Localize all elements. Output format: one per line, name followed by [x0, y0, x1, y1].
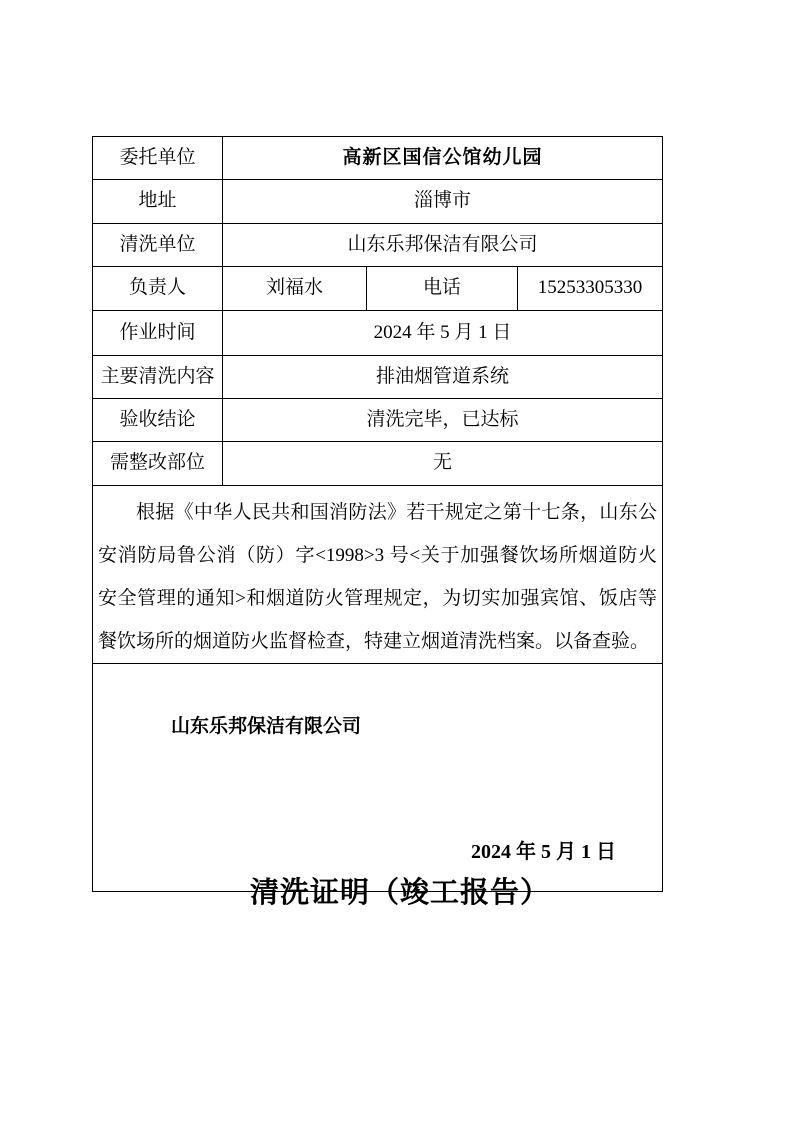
table-row [93, 356, 663, 399]
field-label-client: 委托单位 [93, 137, 223, 180]
field-label-acceptance-conclusion: 验收结论 [93, 399, 223, 442]
regulation-notice-text: 根据《中华人民共和国消防法》若干规定之第十七条，山东公安消防局鲁公消（防）字<1998>3 号<关于加强餐饮场所烟道防火安全管理的通知>和烟道防火管理规定，为切实加强宾馆、饭店等餐饮场所的烟道防火监督检查，特建立烟道清洗档案。以备查验。 [98, 502, 658, 652]
regulation-notice-cell [93, 486, 663, 664]
field-label-phone: 电话 [367, 267, 518, 311]
field-label-person-in-charge: 负责人 [93, 267, 223, 311]
table-row [93, 311, 663, 356]
table-row [93, 224, 663, 267]
table-row [93, 267, 663, 311]
signature-date: 2024 年 5 月 1 日 [471, 841, 617, 863]
field-value-person-in-charge: 刘福水 [223, 267, 367, 311]
field-value-acceptance-conclusion: 清洗完毕，已达标 [223, 399, 663, 442]
cleaning-report-table [92, 136, 663, 892]
field-label-work-date: 作业时间 [93, 311, 223, 356]
field-value-cleaning-content: 排油烟管道系统 [223, 356, 663, 399]
table-row [93, 180, 663, 224]
table-row [93, 399, 663, 442]
field-value-work-date: 2024 年 5 月 1 日 [223, 311, 663, 356]
field-value-client: 高新区国信公馆幼儿园 [223, 137, 663, 180]
signature-cell [93, 664, 663, 892]
field-value-address: 淄博市 [223, 180, 663, 224]
field-label-rectification-parts: 需整改部位 [93, 442, 223, 486]
field-label-cleaning-content: 主要清洗内容 [93, 356, 223, 399]
field-value-phone: 15253305330 [518, 267, 663, 311]
field-label-address: 地址 [93, 180, 223, 224]
signature-company-name: 山东乐邦保洁有限公司 [171, 716, 362, 737]
field-value-cleaning-company: 山东乐邦保洁有限公司 [223, 224, 663, 267]
table-row [93, 442, 663, 486]
table-row [93, 664, 663, 892]
field-value-rectification-parts: 无 [223, 442, 663, 486]
document-title: 清洗证明（竣工报告） [249, 877, 550, 909]
table-row [93, 137, 663, 180]
field-label-cleaning-company: 清洗单位 [93, 224, 223, 267]
table-row [93, 486, 663, 664]
